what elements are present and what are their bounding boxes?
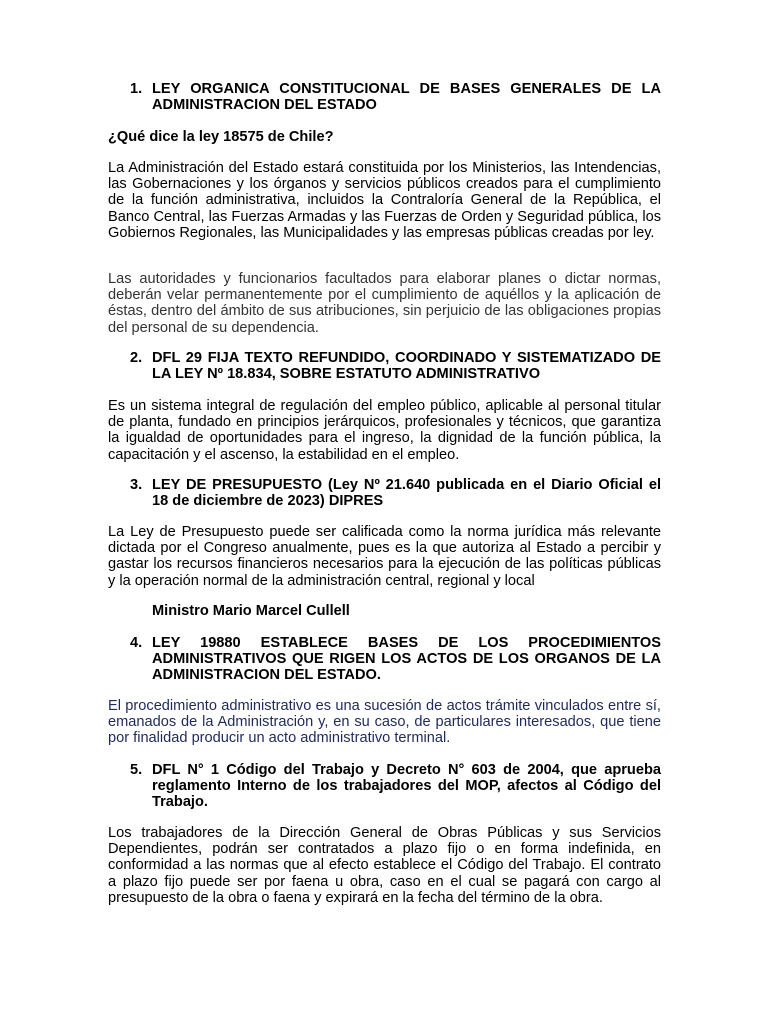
section-heading-3 xyxy=(108,477,661,509)
paragraph-1 xyxy=(108,160,661,241)
section-title: DFL N° 1 Código del Trabajo y Decreto N° 603 de 2004, que aprueba reglamento Interno de los trabajadores del MOP, afectos al Código del Trabajo. xyxy=(152,762,661,811)
question-text: ¿Qué dice la ley 18575 de Chile? xyxy=(108,129,334,145)
paragraph-text: Las autoridades y funcionarios facultados para elaborar planes o dictar normas, deberán velar permanentemente por el cumplimiento de aquéllos y la aplicación de éstas, dentro del ámbito de sus atribuciones, sin perjuicio de las obligaciones propias del personal de su dependencia. xyxy=(108,271,661,336)
minister-name: Ministro Mario Marcel Cullell xyxy=(152,603,350,619)
section-title: LEY 19880 ESTABLECE BASES DE LOS PROCEDIMIENTOS ADMINISTRATIVOS QUE RIGEN LOS ACTOS DE LOS ORGANOS DE LA ADMINISTRACION DEL ESTADO. xyxy=(152,635,661,684)
paragraph-text: La Ley de Presupuesto puede ser calificada como la norma jurídica más relevante dictada por el Congreso anualmente, pues es la que autoriza al Estado a percibir y gastar los recursos financieros necesarios para la ejecución de las políticas públicas y la operación normal de la administración central, regional y local xyxy=(108,524,661,589)
section-number: 2. xyxy=(130,350,143,366)
question-block xyxy=(108,129,661,145)
paragraph-6 xyxy=(108,825,661,906)
paragraph-text: Los trabajadores de la Dirección General de Obras Públicas y sus Servicios Dependientes, podrán ser contratados a plazo fijo o en forma indefinida, en conformidad a las normas que al efecto establece el Código del Trabajo. El contrato a plazo fijo puede ser por faena u obra, caso en el cual se pagará con cargo al presupuesto de la obra o faena y expirará en la fecha del término de la obra. xyxy=(108,825,661,906)
paragraph-2 xyxy=(108,271,661,336)
paragraph-text: El procedimiento administrativo es una sucesión de actos trámite vinculados entre sí, emanados de la Administración y, en su caso, de particulares interesados, que tiene por finalidad producir un acto administrativo terminal. xyxy=(108,698,661,747)
section-number: 4. xyxy=(130,635,143,651)
paragraph-3 xyxy=(108,398,661,463)
section-title: DFL 29 FIJA TEXTO REFUNDIDO, COORDINADO Y SISTEMATIZADO DE LA LEY Nº 18.834, SOBRE ESTATUTO ADMINISTRATIVO xyxy=(152,350,661,383)
section-number: 1. xyxy=(130,81,143,97)
paragraph-5 xyxy=(108,698,661,747)
section-title: LEY DE PRESUPUESTO (Ley Nº 21.640 publicada en el Diario Oficial el 18 de diciembre de 2023) DIPRES xyxy=(152,477,661,510)
paragraph-text: Es un sistema integral de regulación del empleo público, aplicable al personal titular de planta, fundado en principios jerárquicos, profesionales y técnicos, que garantiza la igualdad de oportunidades para el ingreso, la dignidad de la función pública, la capacitación y el ascenso, la estabilidad en el empleo. xyxy=(108,398,661,463)
section-heading-4 xyxy=(108,635,661,684)
paragraph-4 xyxy=(108,524,661,589)
section-heading-1 xyxy=(108,81,661,113)
section-number: 3. xyxy=(130,477,143,493)
section-title: LEY ORGANICA CONSTITUCIONAL DE BASES GENERALES DE LA ADMINISTRACION DEL ESTADO xyxy=(152,81,661,114)
paragraph-text: La Administración del Estado estará constituida por los Ministerios, las Intendencias, las Gobernaciones y los órganos y servicios públicos creados para el cumplimiento de la función administrativa, incluidos la Contraloría General de la República, el Banco Central, las Fuerzas Armadas y las Fuerzas de Orden y Seguridad pública, los Gobiernos Regionales, las Municipalidades y las empresas públicas creadas por ley. xyxy=(108,160,661,241)
section-heading-2 xyxy=(108,350,661,382)
section-heading-5 xyxy=(108,762,661,811)
section-number: 5. xyxy=(130,762,143,778)
